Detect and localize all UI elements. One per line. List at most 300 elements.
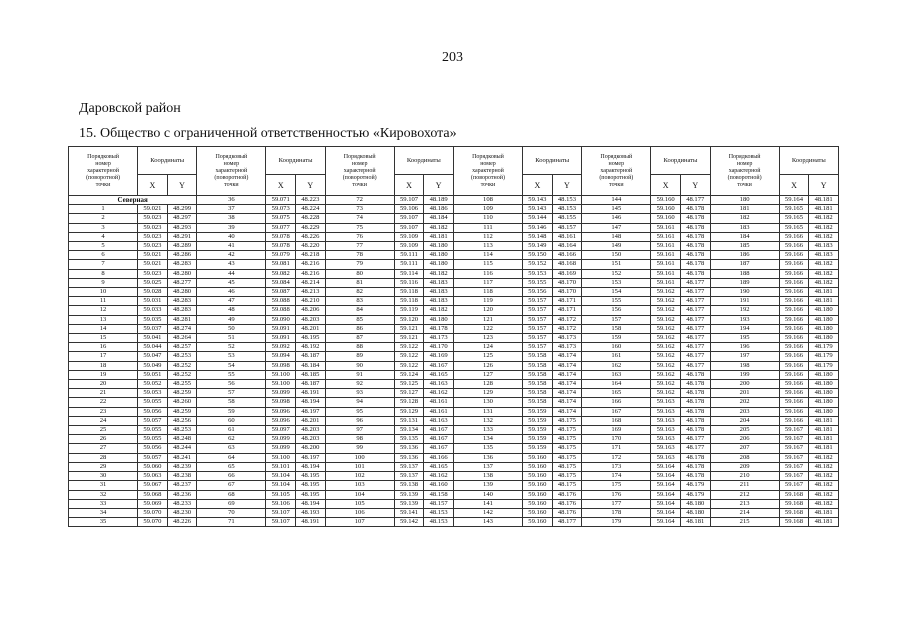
y-column-header: Y [809,175,839,196]
point-number-cell: 148 [582,232,651,241]
x-coordinate-cell: 59.159 [523,416,553,425]
x-coordinate-cell: 59.031 [138,297,168,306]
x-coordinate-cell: 59.160 [523,481,553,490]
y-column-header: Y [552,175,582,196]
point-number-cell: 150 [582,251,651,260]
x-coordinate-cell: 59.077 [266,223,296,232]
table-row [69,407,839,416]
section-label: Северная [69,196,197,205]
table-row [69,481,839,490]
x-coordinate-cell: 59.143 [523,205,553,214]
point-number-cell: 45 [197,278,266,287]
header-line: Порядковый [472,153,504,160]
x-coordinate-cell: 59.092 [266,343,296,352]
x-coordinate-cell: 59.087 [266,288,296,297]
x-coordinate-cell: 59.166 [779,324,809,333]
x-coordinate-cell: 59.166 [779,370,809,379]
y-coordinate-cell: 48.228 [296,214,326,223]
coordinates-header: Координаты [651,147,710,175]
point-number-cell: 196 [710,343,779,352]
x-coordinate-cell: 59.167 [779,453,809,462]
header-line: Порядковый [215,153,248,160]
x-coordinate-cell: 59.164 [651,462,681,471]
x-coordinate-cell: 59.160 [523,508,553,517]
x-coordinate-cell: 59.167 [779,426,809,435]
y-coordinate-cell: 48.193 [296,508,326,517]
point-number-cell: 87 [325,334,394,343]
y-coordinate-cell: 48.182 [809,453,839,462]
x-coordinate-cell: 59.136 [394,453,424,462]
point-number-cell: 113 [453,242,522,251]
y-coordinate-cell: 48.277 [167,278,197,287]
point-number-cell: 24 [69,416,138,425]
y-coordinate-cell: 48.178 [680,370,710,379]
y-coordinate-cell: 48.160 [424,481,454,490]
x-coordinate-cell: 59.056 [138,407,168,416]
point-number-cell: 194 [710,324,779,333]
x-coordinate-cell: 59.106 [266,499,296,508]
x-coordinate-cell: 59.156 [523,288,553,297]
y-coordinate-cell: 48.153 [424,518,454,527]
point-number-cell: 96 [325,416,394,425]
point-number-cell: 178 [582,508,651,517]
order-number-header [453,147,522,196]
point-number-cell: 65 [197,462,266,471]
coordinates-header: Координаты [779,147,838,175]
y-coordinate-cell: 48.178 [680,242,710,251]
point-number-cell: 184 [710,232,779,241]
point-number-cell: 90 [325,361,394,370]
y-coordinate-cell: 48.166 [552,251,582,260]
y-coordinate-cell: 48.200 [296,444,326,453]
x-coordinate-cell: 59.055 [138,398,168,407]
x-coordinate-cell: 59.163 [651,416,681,425]
y-coordinate-cell: 48.229 [296,223,326,232]
x-coordinate-cell: 59.099 [266,444,296,453]
x-coordinate-cell: 59.099 [266,435,296,444]
point-number-cell: 205 [710,426,779,435]
x-coordinate-cell: 59.162 [651,380,681,389]
y-coordinate-cell: 48.175 [552,416,582,425]
y-coordinate-cell: 48.260 [167,398,197,407]
x-coordinate-cell: 59.125 [394,380,424,389]
point-number-cell: 167 [582,407,651,416]
y-coordinate-cell: 48.169 [424,352,454,361]
y-coordinate-cell: 48.179 [680,490,710,499]
y-coordinate-cell: 48.163 [424,416,454,425]
y-coordinate-cell: 48.236 [167,490,197,499]
x-coordinate-cell: 59.137 [394,462,424,471]
point-number-cell: 92 [325,380,394,389]
y-coordinate-cell: 48.183 [424,288,454,297]
header-line: (поворотной) [727,174,762,181]
point-number-cell: 170 [582,435,651,444]
x-coordinate-cell: 59.109 [394,232,424,241]
point-number-cell: 172 [582,453,651,462]
point-number-cell: 52 [197,343,266,352]
table-row [69,288,839,297]
point-number-cell: 36 [197,196,266,205]
y-coordinate-cell: 48.177 [680,334,710,343]
point-number-cell: 99 [325,444,394,453]
x-coordinate-cell: 59.166 [779,315,809,324]
header-line: Порядковый [87,153,119,160]
x-coordinate-cell: 59.158 [523,380,553,389]
point-number-cell: 116 [453,269,522,278]
point-number-cell: 63 [197,444,266,453]
y-column-header: Y [167,175,197,196]
y-coordinate-cell: 48.194 [296,462,326,471]
y-coordinate-cell: 48.174 [552,352,582,361]
point-number-cell: 129 [453,389,522,398]
x-coordinate-cell: 59.041 [138,334,168,343]
point-number-cell: 208 [710,453,779,462]
point-number-cell: 10 [69,288,138,297]
x-coordinate-cell: 59.023 [138,214,168,223]
table-row [69,435,839,444]
point-number-cell: 192 [710,306,779,315]
point-number-cell: 110 [453,214,522,223]
x-coordinate-cell: 59.091 [266,334,296,343]
point-number-cell: 60 [197,416,266,425]
y-coordinate-cell: 48.213 [296,288,326,297]
y-coordinate-cell: 48.178 [680,232,710,241]
x-coordinate-cell: 59.166 [779,306,809,315]
header-line: характерной [87,167,119,174]
y-coordinate-cell: 48.153 [424,508,454,517]
y-coordinate-cell: 48.178 [680,380,710,389]
table-row [69,462,839,471]
point-number-cell: 37 [197,205,266,214]
x-coordinate-cell: 59.099 [266,389,296,398]
x-coordinate-cell: 59.159 [523,407,553,416]
header-line: характерной [472,167,504,174]
x-coordinate-cell: 59.163 [651,398,681,407]
point-number-cell: 142 [453,508,522,517]
y-coordinate-cell: 48.226 [296,232,326,241]
x-coordinate-cell: 59.162 [651,288,681,297]
point-number-cell: 19 [69,370,138,379]
x-coordinate-cell: 59.162 [651,306,681,315]
y-coordinate-cell: 48.233 [167,499,197,508]
x-coordinate-cell: 59.136 [394,444,424,453]
x-coordinate-cell: 59.142 [394,518,424,527]
y-coordinate-cell: 48.184 [424,214,454,223]
x-coordinate-cell: 59.146 [523,223,553,232]
x-coordinate-cell: 59.157 [523,324,553,333]
x-coordinate-cell: 59.138 [394,481,424,490]
y-coordinate-cell: 48.244 [167,444,197,453]
y-coordinate-cell: 48.230 [167,508,197,517]
point-number-cell: 168 [582,416,651,425]
x-coordinate-cell: 59.164 [779,196,809,205]
y-coordinate-cell: 48.180 [809,370,839,379]
point-number-cell: 171 [582,444,651,453]
y-coordinate-cell: 48.174 [552,361,582,370]
y-coordinate-cell: 48.176 [552,499,582,508]
point-number-cell: 68 [197,490,266,499]
point-number-cell: 11 [69,297,138,306]
y-coordinate-cell: 48.173 [552,334,582,343]
header-line: Порядковый [343,153,376,160]
x-coordinate-cell: 59.135 [394,435,424,444]
y-coordinate-cell: 48.176 [552,490,582,499]
x-coordinate-cell: 59.051 [138,370,168,379]
table-row [69,278,839,287]
table-row [69,518,839,527]
x-coordinate-cell: 59.165 [779,214,809,223]
header-line: (поворотной) [86,174,121,181]
x-coordinate-cell: 59.023 [138,223,168,232]
x-coordinate-cell: 59.159 [523,444,553,453]
x-coordinate-cell: 59.078 [266,232,296,241]
y-coordinate-cell: 48.185 [296,370,326,379]
x-coordinate-cell: 59.098 [266,398,296,407]
point-number-cell: 48 [197,306,266,315]
y-coordinate-cell: 48.179 [809,343,839,352]
point-number-cell: 74 [325,214,394,223]
point-number-cell: 28 [69,453,138,462]
point-number-cell: 189 [710,278,779,287]
point-number-cell: 18 [69,361,138,370]
table-row [69,370,839,379]
x-coordinate-cell: 59.107 [394,223,424,232]
x-coordinate-cell: 59.118 [394,288,424,297]
y-coordinate-cell: 48.178 [680,223,710,232]
x-coordinate-cell: 59.055 [138,426,168,435]
coordinates-header: Координаты [266,147,325,175]
x-coordinate-cell: 59.168 [779,518,809,527]
y-coordinate-cell: 48.180 [424,315,454,324]
table-row [69,499,839,508]
table-row [69,380,839,389]
header-line: точки [352,181,367,188]
point-number-cell: 183 [710,223,779,232]
x-coordinate-cell: 59.150 [523,251,553,260]
y-coordinate-cell: 48.178 [680,416,710,425]
x-coordinate-cell: 59.167 [779,462,809,471]
table-row [69,251,839,260]
x-coordinate-cell: 59.088 [266,297,296,306]
x-coordinate-cell: 59.021 [138,205,168,214]
x-coordinate-cell: 59.166 [779,343,809,352]
y-coordinate-cell: 48.203 [296,426,326,435]
table-row [69,324,839,333]
table-row [69,444,839,453]
point-number-cell: 2 [69,214,138,223]
point-number-cell: 21 [69,389,138,398]
y-coordinate-cell: 48.182 [809,269,839,278]
x-coordinate-cell: 59.098 [266,361,296,370]
point-number-cell: 107 [325,518,394,527]
point-number-cell: 82 [325,288,394,297]
point-number-cell: 3 [69,223,138,232]
x-coordinate-cell: 59.101 [266,462,296,471]
y-coordinate-cell: 48.206 [296,306,326,315]
x-coordinate-cell: 59.120 [394,315,424,324]
y-coordinate-cell: 48.218 [296,251,326,260]
x-coordinate-cell: 59.060 [138,462,168,471]
x-coordinate-cell: 59.165 [779,223,809,232]
y-coordinate-cell: 48.183 [809,242,839,251]
header-line: Порядковый [728,153,761,160]
x-coordinate-cell: 59.158 [523,370,553,379]
header-line: точки [737,181,752,188]
header-line: точки [224,181,239,188]
y-coordinate-cell: 48.182 [809,223,839,232]
header-line: номер [95,160,111,167]
point-number-cell: 211 [710,481,779,490]
point-number-cell: 140 [453,490,522,499]
x-coordinate-cell: 59.141 [394,508,424,517]
point-number-cell: 209 [710,462,779,471]
y-coordinate-cell: 48.161 [552,232,582,241]
x-coordinate-cell: 59.157 [523,297,553,306]
point-number-cell: 55 [197,370,266,379]
y-coordinate-cell: 48.178 [424,324,454,333]
point-number-cell: 119 [453,297,522,306]
y-coordinate-cell: 48.289 [167,242,197,251]
y-coordinate-cell: 48.203 [296,315,326,324]
x-coordinate-cell: 59.166 [779,352,809,361]
y-coordinate-cell: 48.183 [424,297,454,306]
point-number-cell: 100 [325,453,394,462]
x-coordinate-cell: 59.160 [523,472,553,481]
y-coordinate-cell: 48.281 [167,315,197,324]
x-coordinate-cell: 59.166 [779,269,809,278]
point-number-cell: 30 [69,472,138,481]
point-number-cell: 39 [197,223,266,232]
y-coordinate-cell: 48.201 [296,416,326,425]
header-line: (поворотной) [342,174,377,181]
point-number-cell: 215 [710,518,779,527]
y-coordinate-cell: 48.194 [296,499,326,508]
y-coordinate-cell: 48.182 [809,462,839,471]
point-number-cell: 13 [69,315,138,324]
x-coordinate-cell: 59.164 [651,472,681,481]
y-coordinate-cell: 48.179 [809,352,839,361]
x-coordinate-cell: 59.166 [779,260,809,269]
x-coordinate-cell: 59.057 [138,416,168,425]
y-coordinate-cell: 48.175 [552,481,582,490]
y-coordinate-cell: 48.180 [424,242,454,251]
y-coordinate-cell: 48.286 [167,251,197,260]
y-coordinate-cell: 48.274 [167,324,197,333]
x-column-header: X [394,175,424,196]
y-coordinate-cell: 48.178 [680,407,710,416]
y-coordinate-cell: 48.210 [296,297,326,306]
x-coordinate-cell: 59.157 [523,315,553,324]
header-line: (поворотной) [471,174,505,181]
y-coordinate-cell: 48.257 [167,343,197,352]
point-number-cell: 53 [197,352,266,361]
y-coordinate-cell: 48.178 [680,214,710,223]
point-number-cell: 108 [453,196,522,205]
y-coordinate-cell: 48.252 [167,370,197,379]
y-coordinate-cell: 48.191 [296,389,326,398]
x-coordinate-cell: 59.037 [138,324,168,333]
y-coordinate-cell: 48.175 [552,462,582,471]
x-coordinate-cell: 59.116 [394,278,424,287]
x-coordinate-cell: 59.124 [394,370,424,379]
x-coordinate-cell: 59.081 [266,260,296,269]
y-coordinate-cell: 48.299 [167,205,197,214]
point-number-cell: 149 [582,242,651,251]
point-number-cell: 94 [325,398,394,407]
y-coordinate-cell: 48.177 [680,352,710,361]
point-number-cell: 151 [582,260,651,269]
table-row [69,426,839,435]
point-number-cell: 186 [710,251,779,260]
y-coordinate-cell: 48.173 [424,334,454,343]
y-coordinate-cell: 48.252 [167,361,197,370]
y-coordinate-cell: 48.180 [809,306,839,315]
x-coordinate-cell: 59.161 [651,242,681,251]
point-number-cell: 17 [69,352,138,361]
x-coordinate-cell: 59.164 [651,499,681,508]
y-column-header: Y [680,175,710,196]
point-number-cell: 67 [197,481,266,490]
y-coordinate-cell: 48.241 [167,453,197,462]
x-coordinate-cell: 59.166 [779,232,809,241]
y-coordinate-cell: 48.163 [424,380,454,389]
x-coordinate-cell: 59.131 [394,416,424,425]
x-coordinate-cell: 59.021 [138,260,168,269]
point-number-cell: 12 [69,306,138,315]
header-line: номер [351,160,368,167]
y-coordinate-cell: 48.180 [809,407,839,416]
x-coordinate-cell: 59.166 [779,407,809,416]
point-number-cell: 200 [710,380,779,389]
point-number-cell: 79 [325,260,394,269]
y-coordinate-cell: 48.203 [296,435,326,444]
point-number-cell: 26 [69,435,138,444]
y-coordinate-cell: 48.178 [680,426,710,435]
y-coordinate-cell: 48.175 [552,444,582,453]
x-coordinate-cell: 59.160 [523,518,553,527]
point-number-cell: 135 [453,444,522,453]
y-coordinate-cell: 48.192 [296,343,326,352]
y-coordinate-cell: 48.181 [809,444,839,453]
point-number-cell: 69 [197,499,266,508]
y-coordinate-cell: 48.264 [167,334,197,343]
point-number-cell: 31 [69,481,138,490]
table-row [69,269,839,278]
point-number-cell: 204 [710,416,779,425]
y-coordinate-cell: 48.253 [167,352,197,361]
point-number-cell: 118 [453,288,522,297]
y-coordinate-cell: 48.180 [809,398,839,407]
x-column-header: X [266,175,296,196]
y-coordinate-cell: 48.256 [167,416,197,425]
point-number-cell: 134 [453,435,522,444]
y-coordinate-cell: 48.180 [680,508,710,517]
y-coordinate-cell: 48.174 [552,370,582,379]
x-coordinate-cell: 59.033 [138,306,168,315]
x-coordinate-cell: 59.122 [394,343,424,352]
y-coordinate-cell: 48.169 [552,269,582,278]
y-coordinate-cell: 48.181 [809,435,839,444]
y-coordinate-cell: 48.173 [552,343,582,352]
point-number-cell: 20 [69,380,138,389]
point-number-cell: 22 [69,398,138,407]
table-row [69,490,839,499]
point-number-cell: 181 [710,205,779,214]
y-coordinate-cell: 48.223 [296,196,326,205]
x-coordinate-cell: 59.069 [138,499,168,508]
y-coordinate-cell: 48.153 [552,196,582,205]
table-row [69,361,839,370]
